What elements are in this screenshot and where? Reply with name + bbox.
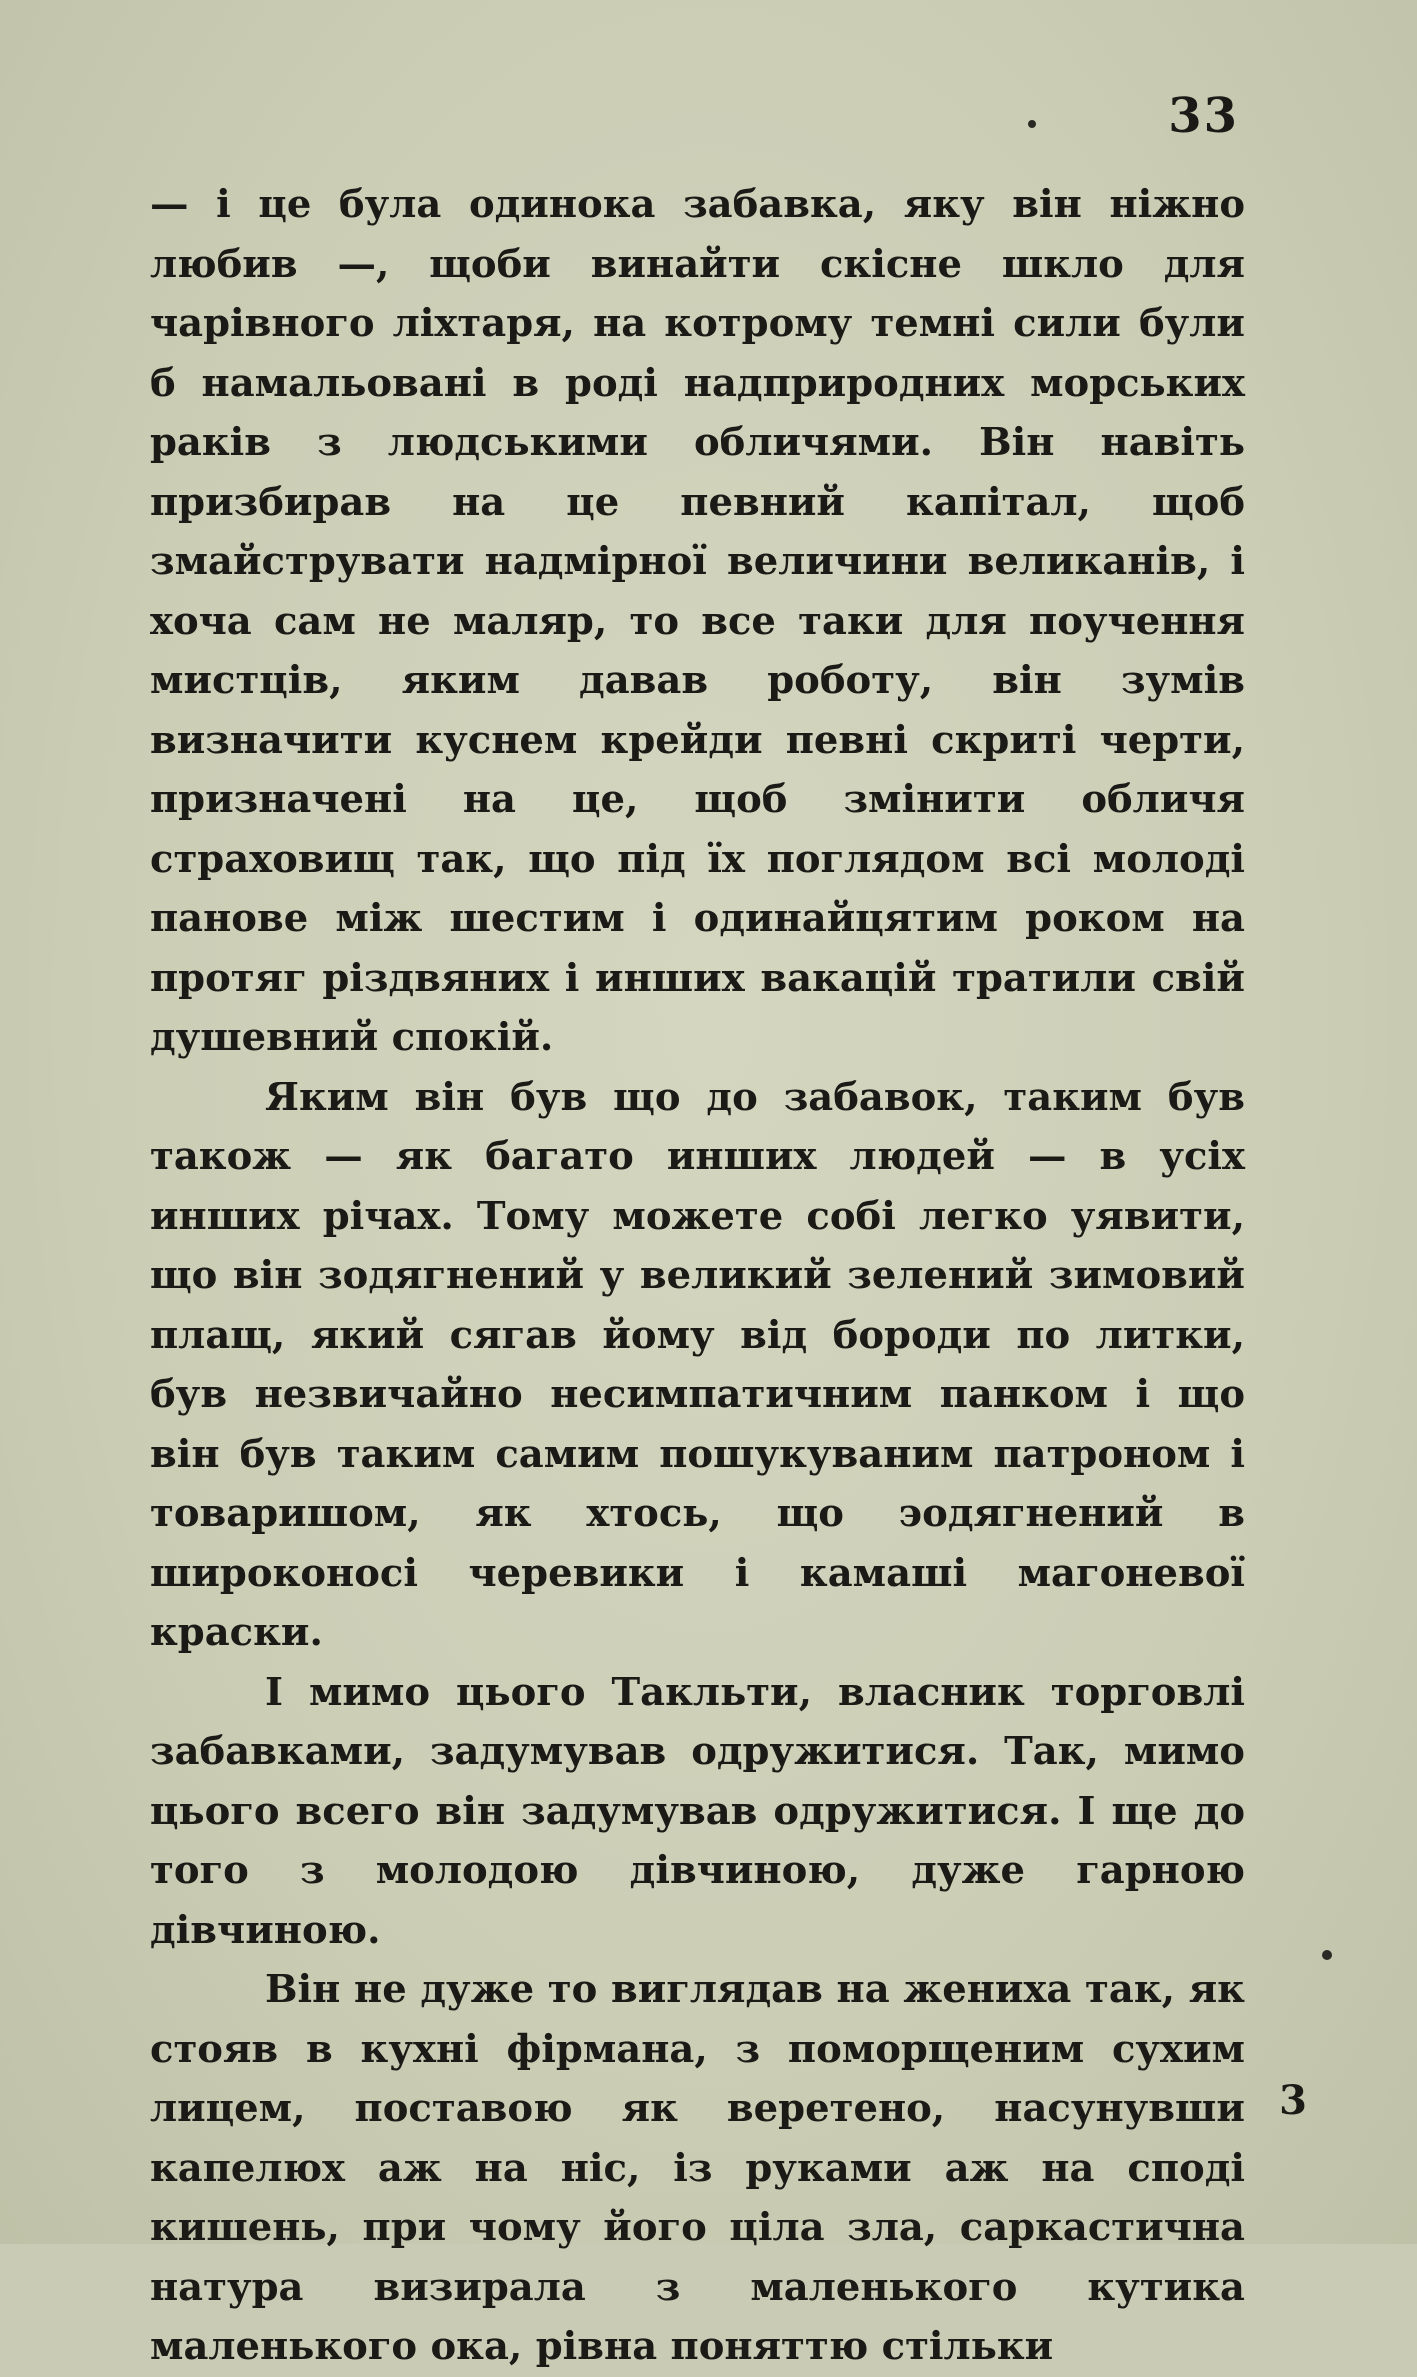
paragraph: І мимо цього Такльти, власник торговлі забавками, задумував одружитися. Так, мимо цього всего він задумував одружитися. І ще до того з молодою дівчиною, дуже гарною дівчиною. bbox=[150, 1669, 1245, 1953]
page-number: 33 bbox=[1168, 88, 1239, 144]
ink-speck bbox=[1028, 120, 1036, 128]
paragraph: — і це була одинока забавка, яку він ніжно любив —, щоби винайти скісне шкло для чарівного ліхтаря, на котрому темні сили були б намальовані в роді надприродних морських раків з людськими обличями. Він навіть призбирав на це певний капітал, щоб змайструвати надмірної величини великанів, і хоча сам не маляр, то все таки для поучення мистців, яким давав роботу, він зумів визначити куснем крейди певні скриті черти, призначені на це, щоб змінити обличя страховищ так, що під їх поглядом всі молоді панове між шестим і одинайцятим роком на протяг різдвяних і инших вакацій тратили свій душевний спокій. bbox=[150, 182, 1245, 1060]
paragraph: Яким він був що до забавок, таким був також — як багато инших людей — в усіх инших річах. Тому можете собі легко уявити, що він зодягнений у великий зелений зимовий плащ, який сягав йому від бороди по литки, був незвичайно несимпатичним панком і що він був таким самим пошукуваним патроном і товаришом, як хтось, що эодягнений в широконосі черевики і камаші магоневої краски. bbox=[150, 1074, 1245, 1655]
paragraph: Він не дуже то виглядав на жениха так, як стояв в кухні фірмана, з поморщеним сухим лицем, поставою як веретено, насунувши капелюх аж на ніс, із руками аж на споді кишень, при чому його ціла зла, саркастична натура визирала з маленького кутика маленького ока, рівна поняттю стільки bbox=[150, 1967, 1245, 2369]
body-text bbox=[150, 175, 1245, 2377]
ink-speck bbox=[1322, 1950, 1332, 1960]
signature-mark: 3 bbox=[1279, 2077, 1307, 2124]
